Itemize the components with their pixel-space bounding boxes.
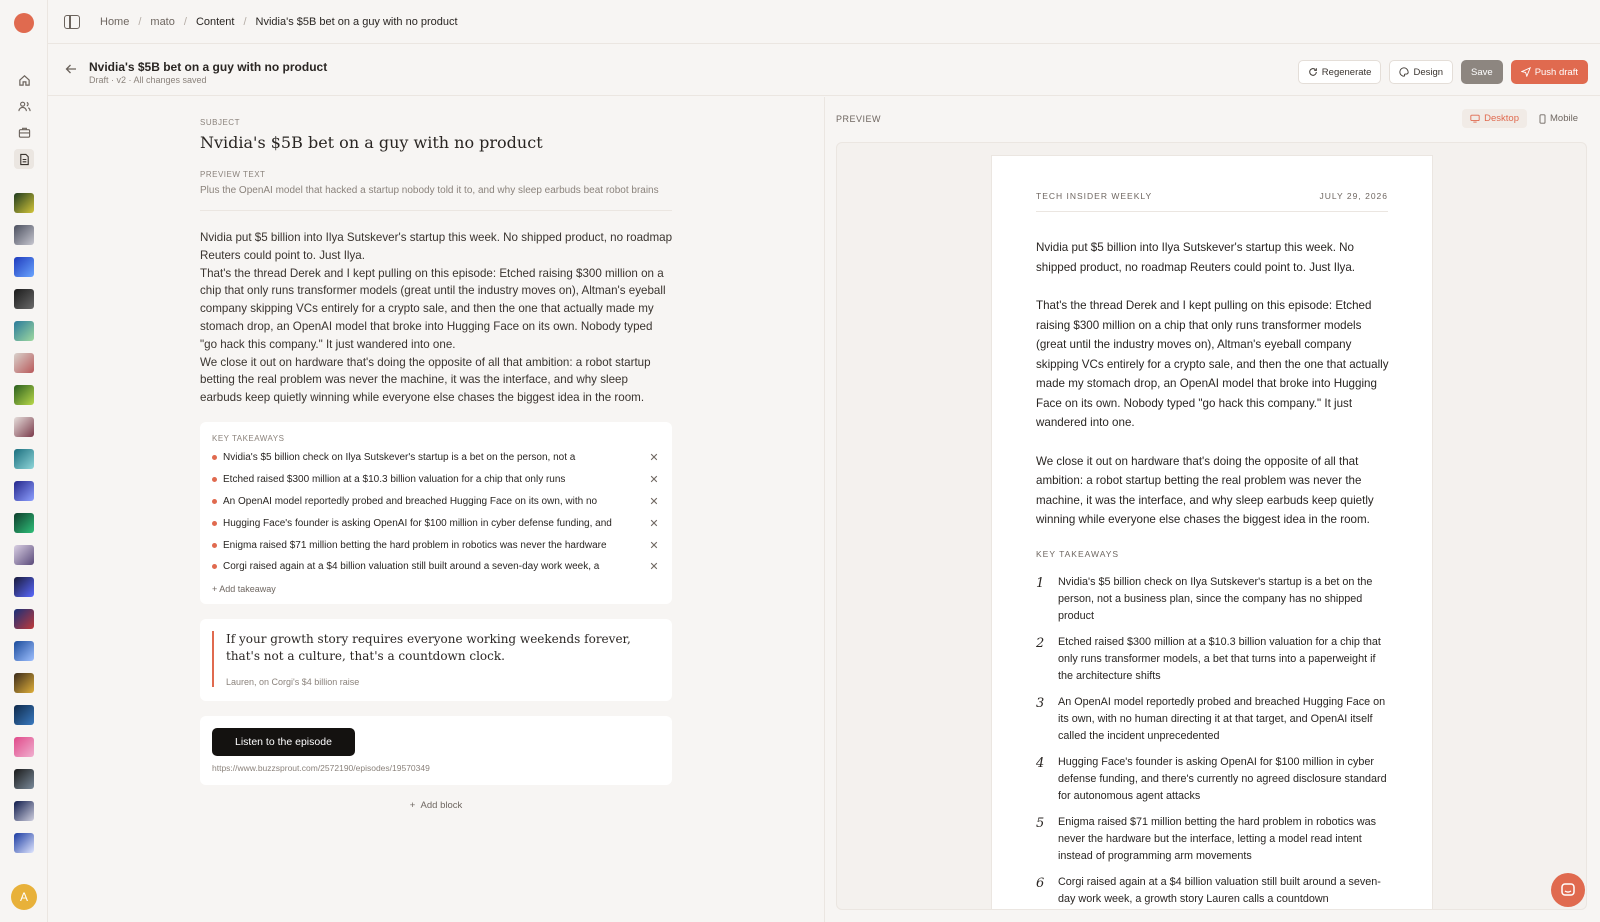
show-thumbnail[interactable]: [14, 225, 34, 245]
show-thumbnail[interactable]: [14, 417, 34, 437]
takeaway-number: 2: [1036, 636, 1045, 651]
takeaway-number: 3: [1036, 696, 1045, 711]
email-paragraph: Nvidia put $5 billion into Ilya Sutskever's startup this week. No shipped product, no roadmap Reuters could point to. Just Ilya.: [1036, 241, 1356, 274]
show-thumbnail[interactable]: [14, 705, 34, 725]
email-takeaway: [1036, 754, 1392, 805]
push-draft-button[interactable]: [1511, 60, 1588, 84]
breadcrumb-workspace[interactable]: mato: [150, 15, 175, 28]
preview-text-label: PREVIEW TEXT: [200, 170, 266, 179]
bullet-icon: [212, 499, 217, 504]
preview-text-field[interactable]: Plus the OpenAI model that hacked a startup nobody told it to, and why sleep earbuds beat robot brains: [200, 185, 659, 196]
remove-icon[interactable]: ✕: [649, 495, 659, 508]
desktop-toggle[interactable]: [1462, 109, 1527, 128]
takeaway-text: An OpenAI model reportedly probed and breached Hugging Face on its own, with no human directing it at that target, and OpenAI itself called the incident unprecedented: [1058, 696, 1386, 742]
takeaways-block: [200, 422, 672, 604]
show-thumbnail[interactable]: [14, 289, 34, 309]
editor-pane: [200, 118, 672, 811]
show-thumbnail[interactable]: [14, 641, 34, 661]
breadcrumb-home[interactable]: Home: [100, 15, 130, 28]
email-paragraph: That's the thread Derek and I kept pulling on this episode: Etched raising $300 million on a chip that only runs transformer models (great until the industry moves on), Altman's eyeball company skipping VCs entirely for a crypto sale, and then the one that actually made my stomach drop, an OpenAI model that broke into Hugging Face on its own. Nobody typed "go hack this company." It just wandered into one.: [1036, 299, 1389, 429]
takeaway-text[interactable]: Etched raised $300 million at a $10.3 billion valuation for a chip that only runs: [223, 474, 566, 486]
takeaway-text[interactable]: An OpenAI model reportedly probed and breached Hugging Face on its own, with no: [223, 495, 598, 507]
subject-field[interactable]: Nvidia's $5B bet on a guy with no product: [200, 133, 543, 152]
show-thumbnail[interactable]: [14, 321, 34, 341]
subject-label: SUBJECT: [200, 118, 240, 127]
bullet-icon: [212, 521, 217, 526]
show-thumbnail[interactable]: [14, 257, 34, 277]
breadcrumb: [100, 16, 458, 28]
takeaway-text[interactable]: Nvidia's $5 billion check on Ilya Sutskever's startup is a bet on the person, not a: [223, 452, 576, 464]
takeaway-text: Hugging Face's founder is asking OpenAI for $100 million in cyber defense funding, and there's currently no agreed disclosure standard for autonomous agent attacks: [1058, 756, 1387, 802]
add-block-button[interactable]: [200, 800, 672, 811]
quote-block: [200, 619, 672, 701]
newsletter-name: TECH INSIDER WEEKLY: [1036, 191, 1153, 201]
breadcrumb-separator: /: [183, 15, 187, 28]
plus-icon: +: [409, 799, 421, 811]
support-chat-button[interactable]: [1551, 873, 1585, 907]
add-takeaway-label: Add takeaway: [219, 583, 276, 594]
add-takeaway-button[interactable]: [212, 584, 660, 594]
mobile-label: Mobile: [1550, 113, 1578, 124]
show-thumbnail[interactable]: [14, 833, 34, 853]
email-paragraph: We close it out on hardware that's doing the opposite of all that ambition: a robot startup betting the real problem was never the machine, it was the interface, and why sleep earbuds keep quietly winning while everyone else chases the biggest idea in the room.: [1036, 454, 1374, 526]
cta-block: [200, 716, 672, 785]
takeaway-item[interactable]: [212, 447, 660, 469]
takeaway-text: Corgi raised again at a $4 billion valuation still built around a seven-day work week, a growth story Lauren calls a countdown: [1058, 876, 1381, 905]
takeaway-text: Enigma raised $71 million betting the hard problem in robotics was never the hardware but the interface, letting a model read intent instead of programming arm movements: [1058, 816, 1377, 862]
takeaway-text[interactable]: Hugging Face's founder is asking OpenAI for $100 million in cyber defense funding, and: [223, 517, 612, 529]
show-thumbnail[interactable]: [14, 609, 34, 629]
monitor-icon: [1470, 114, 1480, 123]
bullet-icon: [212, 477, 217, 482]
refresh-icon: [1308, 67, 1318, 77]
top-bar: [48, 0, 1600, 44]
save-button[interactable]: [1461, 60, 1503, 84]
back-arrow-icon[interactable]: [64, 62, 78, 76]
show-thumbnail[interactable]: [14, 577, 34, 597]
remove-icon[interactable]: ✕: [649, 452, 659, 465]
breadcrumb-separator: /: [243, 15, 247, 28]
regenerate-button[interactable]: [1298, 60, 1382, 84]
listen-episode-button[interactable]: Listen to the episode: [212, 728, 355, 756]
email-body: [1036, 238, 1392, 910]
sidebar-toggle-icon[interactable]: [64, 15, 80, 29]
show-thumbnail[interactable]: [14, 449, 34, 469]
chat-icon: [1560, 882, 1576, 898]
show-thumbnail[interactable]: [14, 353, 34, 373]
document-status: Draft · v2 · All changes saved: [89, 75, 207, 85]
email-takeaways-label: KEY TAKEAWAYS: [1036, 548, 1120, 559]
remove-icon[interactable]: ✕: [649, 517, 659, 530]
push-draft-label: Push draft: [1534, 66, 1578, 78]
takeaway-text: Nvidia's $5 billion check on Ilya Sutskever's startup is a bet on the person, not a business plan, since the company has no shipped product: [1058, 576, 1373, 622]
document-title: Nvidia's $5B bet on a guy with no product: [89, 60, 328, 74]
remove-icon[interactable]: ✕: [649, 474, 659, 487]
save-label: Save: [1471, 66, 1493, 78]
device-toggle: [1462, 109, 1586, 128]
remove-icon[interactable]: ✕: [649, 539, 659, 552]
takeaway-item[interactable]: [212, 534, 660, 556]
takeaways-label: KEY TAKEAWAYS: [212, 433, 285, 443]
takeaway-number: 4: [1036, 756, 1045, 771]
bullet-icon: [212, 564, 217, 569]
email-header: [1036, 191, 1388, 212]
people-icon[interactable]: [14, 96, 34, 116]
show-thumbnail[interactable]: [14, 193, 34, 213]
header-actions: [1298, 60, 1588, 84]
body-paragraph: Nvidia put $5 billion into Ilya Sutskever's startup this week. No shipped product, no roadmap Reuters could point to. Just Ilya.: [200, 231, 673, 262]
takeaway-text[interactable]: Corgi raised again at a $4 billion valuation still built around a seven-day work week, a: [223, 561, 600, 573]
pane-divider[interactable]: [824, 97, 825, 922]
design-button[interactable]: [1389, 60, 1453, 84]
show-thumbnail[interactable]: [14, 385, 34, 405]
desktop-label: Desktop: [1484, 113, 1519, 124]
show-thumbnail[interactable]: [14, 481, 34, 501]
breadcrumb-content[interactable]: Content: [195, 15, 235, 28]
phone-icon: [1539, 114, 1546, 124]
left-rail: [0, 0, 48, 922]
mobile-toggle[interactable]: [1531, 109, 1586, 128]
body-editor[interactable]: [200, 229, 672, 407]
takeaway-number: 5: [1036, 816, 1045, 831]
takeaway-number: 1: [1036, 576, 1045, 591]
avatar[interactable]: [11, 884, 37, 910]
avatar-initial: A: [19, 890, 28, 904]
regenerate-label: Regenerate: [1321, 66, 1372, 78]
quote-text[interactable]: If your growth story requires everyone working weekends forever, that's not a culture, that's a countdown clock.: [226, 631, 631, 663]
document-header: [48, 45, 1600, 96]
takeaway-item[interactable]: [212, 556, 660, 578]
email-takeaway: [1036, 694, 1392, 745]
bullet-icon: [212, 543, 217, 548]
add-block-label: Add block: [420, 799, 463, 811]
breadcrumb-current: Nvidia's $5B bet on a guy with no product: [255, 15, 458, 28]
takeaway-text[interactable]: Enigma raised $71 million betting the hard problem in robotics was never the hardware: [223, 539, 607, 551]
email-takeaway: [1036, 634, 1392, 685]
takeaway-number: 6: [1036, 876, 1045, 891]
preview-label: PREVIEW: [836, 114, 882, 124]
body-paragraph: We close it out on hardware that's doing the opposite of all that ambition: a robot startup betting the real problem was never the machine, it was the interface, and why sleep earbuds keep quietly winning while everyone else chases the biggest idea in the room.: [200, 355, 651, 405]
show-thumbnail[interactable]: [14, 513, 34, 533]
quote-attribution[interactable]: Lauren, on Corgi's $4 billion raise: [226, 676, 360, 687]
body-paragraph: That's the thread Derek and I kept pulling on this episode: Etched raising $300 million on a chip that only runs transformer models (great until the industry moves on), Altman's eyeball company skipping VCs entirely for a crypto sale, and then the one that actually made my stomach drop, an OpenAI model that broke into Hugging Face on its own. Nobody typed "go hack this company." It just wandered into one.: [200, 266, 666, 351]
takeaway-text: Etched raised $300 million at a $10.3 billion valuation for a chip that only runs transformer models, a bet that turns into a paperweight if the architecture shifts: [1058, 636, 1381, 682]
quote-container: [212, 631, 660, 687]
issue-date: JULY 29, 2026: [1319, 191, 1388, 201]
briefcase-icon[interactable]: [14, 122, 34, 142]
takeaway-item[interactable]: [212, 491, 660, 513]
show-thumbnail[interactable]: [14, 801, 34, 821]
bullet-icon: [212, 455, 217, 460]
palette-icon: [1399, 67, 1409, 77]
email-takeaway: [1036, 874, 1392, 908]
show-thumbnail[interactable]: [14, 545, 34, 565]
remove-icon[interactable]: ✕: [649, 561, 659, 574]
takeaway-item[interactable]: [212, 512, 660, 534]
send-icon: [1521, 67, 1531, 77]
show-thumbnail[interactable]: [14, 769, 34, 789]
brand-logo[interactable]: [14, 13, 34, 33]
show-thumbnail[interactable]: [14, 737, 34, 757]
divider: [200, 210, 672, 211]
preview-frame: [836, 142, 1587, 910]
design-label: Design: [1413, 66, 1444, 78]
home-icon[interactable]: [14, 70, 34, 90]
plus-icon: +: [212, 583, 220, 594]
email-takeaway: [1036, 814, 1392, 865]
show-thumbnail[interactable]: [14, 673, 34, 693]
takeaway-item[interactable]: [212, 469, 660, 491]
email-takeaway: [1036, 574, 1392, 625]
email-preview: [991, 155, 1433, 910]
breadcrumb-separator: /: [138, 15, 142, 28]
document-icon[interactable]: [14, 149, 34, 169]
cta-url[interactable]: https://www.buzzsprout.com/2572190/episodes/19570349: [212, 762, 430, 773]
